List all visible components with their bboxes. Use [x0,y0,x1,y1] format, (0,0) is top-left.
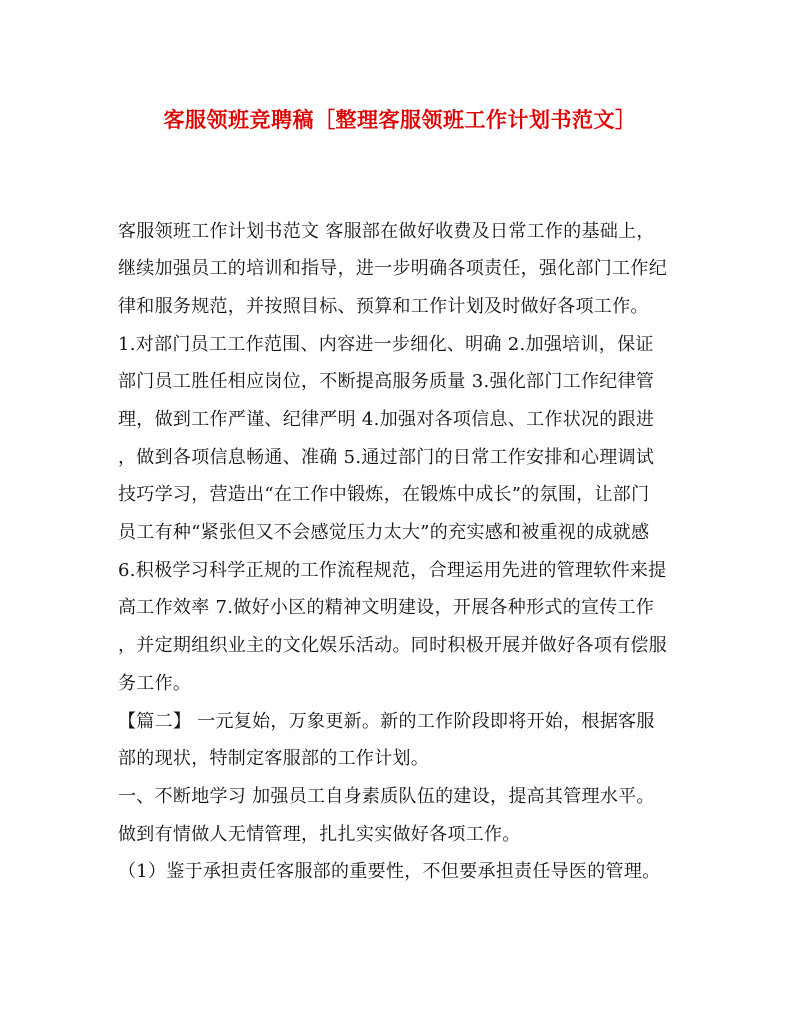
body-line-6: 理，做到工作严谨、纪律严明 4.加强对各项信息、工作状况的跟进 [118,409,655,430]
body-line-17: 做到有情做人无情管理，扎扎实实做好各项工作。 [118,824,521,845]
body-line-15: 部的现状，特制定客服部的工作计划。 [118,748,430,769]
body-line-11: 高工作效率 7.做好小区的精神文明建设，开展各种形式的宣传工作 [118,597,655,618]
body-line-12: ，并定期组织业主的文化娱乐活动。同时积极开展并做好各项有偿服 [118,635,667,656]
document-title: 客服领班竞聘稿［整理客服领班工作计划书范文］ [163,107,637,132]
body-line-14: 【篇二】 一元复始，万象更新。新的工作阶段即将开始，根据客服 [118,711,655,732]
body-line-1: 客服领班工作计划书范文 客服部在做好收费及日常工作的基础上， [118,221,655,242]
body-line-8: 技巧学习，营造出“在工作中锻炼，在锻炼中成长”的氛围，让部门 [118,484,650,505]
body-line-13: 务工作。 [118,673,192,694]
body-line-4: 1.对部门员工工作范围、内容进一步细化、明确 2.加强培训，保证 [118,334,654,355]
body-line-7: ，做到各项信息畅通、准确 5.通过部门的日常工作安排和心理调试 [118,447,655,468]
body-line-5: 部门员工胜任相应岗位，不断提高服务质量 3.强化部门工作纪律管 [118,371,655,392]
body-line-10: 6.积极学习科学正规的工作流程规范，合理运用先进的管理软件来提 [118,560,667,581]
body-line-9: 员工有种“紧张但又不会感觉压力太大”的充实感和被重视的成就感 [118,522,650,543]
body-line-16: 一、不断地学习 加强员工自身素质队伍的建设，提高其管理水平。 [118,786,655,807]
body-line-18: （1）鉴于承担责任客服部的重要性，不但要承担责任导医的管理。 [118,861,661,882]
body-line-3: 律和服务规范，并按照目标、预算和工作计划及时做好各项工作。 [118,296,649,317]
body-line-2: 继续加强员工的培训和指导，进一步明确各项责任，强化部门工作纪 [118,258,667,279]
